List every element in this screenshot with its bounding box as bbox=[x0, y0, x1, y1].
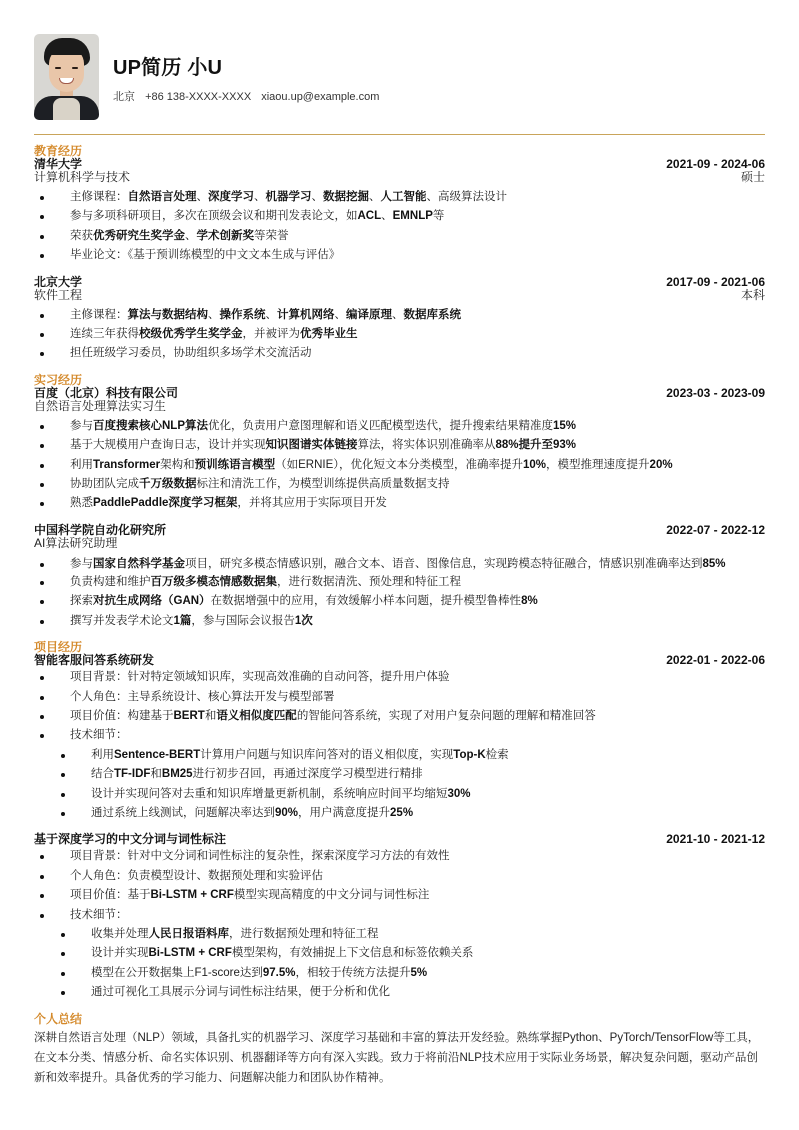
bullet-text: 利用 bbox=[91, 748, 114, 761]
entry-header bbox=[34, 158, 765, 171]
candidate-name: UP简历 小U bbox=[113, 56, 223, 79]
bullet-text: 等 bbox=[432, 210, 445, 223]
bullet-text: 毕业论文：《基于预训练模型的中文文本生成与评估》 bbox=[70, 249, 341, 262]
contact-phone: +86 138-XXXX-XXXX bbox=[145, 90, 252, 103]
bullet-item bbox=[34, 612, 765, 631]
bullet-text-bold: 数据挖掘 bbox=[323, 191, 369, 203]
bullet-text-bold: 数据库系统 bbox=[403, 308, 461, 321]
header-divider bbox=[34, 134, 765, 135]
contact-line bbox=[113, 88, 386, 104]
bullet-text: ，模型推理速度提升 bbox=[546, 458, 650, 471]
bullet-text-bold: 国家自然科学基金 bbox=[93, 557, 185, 570]
bullet-text-bold: 百万级多模态情感数据集 bbox=[150, 575, 277, 588]
bullet-text: 模型实现高精度的中文分词与词性标注 bbox=[233, 889, 430, 902]
project-entry bbox=[34, 833, 765, 1002]
bullet-text: 进行初步召回，再通过深度学习模型进行精排 bbox=[192, 768, 423, 781]
internship-entry bbox=[34, 387, 765, 514]
bullet-text-bold: 人民日报语料库 bbox=[148, 927, 229, 940]
bullet-text-bold: 优秀研究生奖学金 bbox=[93, 229, 185, 242]
bullet-text: 在数据增强中的应用，有效缓解小样本问题，提升模型鲁棒性 bbox=[210, 595, 522, 608]
bullet-text-bold: 操作系统 bbox=[219, 308, 266, 321]
bullet-text-bold: 25% bbox=[390, 806, 414, 819]
bullet-item bbox=[34, 188, 765, 207]
entry-header bbox=[34, 833, 765, 846]
bullet-text: 模型架构，有效捕捉上下文信息和标签依赖关系 bbox=[231, 947, 474, 960]
bullet-text-bold: 对抗生成网络（GAN） bbox=[93, 595, 211, 608]
company-name: 中国科学院自动化研究所 bbox=[34, 522, 167, 537]
bullet-text: 、 bbox=[196, 191, 208, 203]
bullet-text: 、高级算法设计 bbox=[426, 191, 507, 203]
bullet-text: 的智能问答系统，实现了对用户复杂问题的理解和精准回答 bbox=[296, 709, 596, 722]
bullet-text: 、 bbox=[185, 229, 197, 242]
bullet-text: ，用户满意度提升 bbox=[298, 806, 391, 819]
bullet-text: 项目价值：构建基于 bbox=[70, 709, 174, 722]
bullet-text: 检索 bbox=[485, 748, 509, 761]
bullet-text-bold: 人工智能 bbox=[380, 191, 427, 203]
bullet-text: ，进行数据清洗、预处理和特征工程 bbox=[277, 575, 461, 588]
bullet-text: 、 bbox=[381, 210, 393, 223]
bullet-text: 主修课程： bbox=[70, 191, 128, 203]
company-name: 百度（北京）科技有限公司 bbox=[34, 385, 179, 400]
bullet-item bbox=[34, 668, 765, 687]
education-entry bbox=[34, 276, 765, 364]
bullet-item bbox=[34, 246, 765, 265]
bullet-text: 基于大规模用户查询日志，设计并实现 bbox=[70, 439, 266, 452]
bullet-item bbox=[34, 906, 765, 925]
sub-bullet-item bbox=[34, 983, 765, 1002]
job-role: AI算法研究助理 bbox=[34, 535, 118, 550]
bullet-text-bold: 编译原理 bbox=[346, 308, 392, 321]
bullet-item bbox=[34, 726, 765, 745]
bullet-text-bold: Bi-LSTM + CRF bbox=[150, 889, 234, 902]
bullet-text: 、 bbox=[392, 308, 404, 321]
education-entry bbox=[34, 158, 765, 266]
bullet-text: 主修课程： bbox=[70, 308, 128, 321]
date-range: 2021-09 - 2024-06 bbox=[666, 157, 765, 171]
entry-header bbox=[34, 276, 765, 289]
bullet-text: ，并将其应用于实际项目开发 bbox=[237, 497, 387, 510]
bullet-list bbox=[34, 847, 765, 1002]
bullet-text: 和 bbox=[204, 709, 217, 722]
resume-body bbox=[34, 145, 765, 1088]
sub-bullet-item bbox=[34, 785, 765, 804]
bullet-text: 项目背景：针对中文分词和词性标注的复杂性，探索深度学习方法的有效性 bbox=[70, 850, 450, 863]
bullet-text: ，参与国际会议报告 bbox=[191, 614, 295, 627]
bullet-text: 标注和清洗工作，为模型训练提供高质量数据支持 bbox=[196, 478, 450, 491]
project-name: 智能客服问答系统研发 bbox=[34, 653, 155, 668]
bullet-text: 熟悉 bbox=[70, 497, 93, 510]
bullet-text: 协助团队完成 bbox=[70, 478, 139, 491]
bullet-text-bold: 10% bbox=[523, 458, 547, 471]
school-name: 清华大学 bbox=[34, 157, 83, 171]
section-education bbox=[34, 145, 765, 364]
bullet-text-bold: ACL bbox=[357, 210, 382, 223]
bullet-text-bold: EMNLP bbox=[392, 210, 433, 223]
bullet-text-bold: Top-K bbox=[453, 748, 486, 761]
bullet-text: 通过可视化工具展示分词与词性标注结果，便于分析和优化 bbox=[91, 986, 390, 999]
bullet-text: 负责构建和维护 bbox=[70, 575, 151, 588]
bullet-text-bold: TF-IDF bbox=[114, 768, 151, 781]
date-range: 2021-10 - 2021-12 bbox=[666, 832, 765, 847]
contact-email[interactable]: xiaou.up@example.com bbox=[261, 90, 380, 103]
bullet-text-bold: 百度搜索核心NLP算法 bbox=[93, 419, 208, 432]
bullet-text: 设计并实现 bbox=[91, 947, 149, 960]
bullet-text-bold: Transformer bbox=[93, 458, 161, 471]
bullet-text: 连续三年获得 bbox=[70, 328, 139, 341]
bullet-text-bold: 自然语言处理 bbox=[127, 191, 197, 203]
bullet-text-bold: 千万级数据 bbox=[139, 478, 197, 491]
bullet-item bbox=[34, 456, 765, 475]
bullet-list bbox=[34, 188, 765, 266]
section-title: 教育经历 bbox=[34, 144, 83, 158]
sub-bullet-item bbox=[34, 765, 765, 784]
bullet-text: 项目，研究多模态情感识别，融合文本、语音、图像信息，实现跨模态特征融合，情感识别准确率达到 bbox=[185, 557, 703, 570]
bullet-text-bold: 8% bbox=[521, 595, 538, 608]
avatar bbox=[34, 34, 99, 120]
major: 软件工程 bbox=[34, 287, 83, 302]
bullet-item bbox=[34, 306, 765, 325]
internship-entry bbox=[34, 524, 765, 631]
bullet-text-bold: 5% bbox=[410, 966, 428, 979]
sub-bullet-item bbox=[34, 746, 765, 765]
bullet-text: 探索 bbox=[70, 595, 93, 608]
bullet-item bbox=[34, 207, 765, 226]
bullet-text-bold: 90% bbox=[275, 806, 299, 819]
bullet-text: 荣获 bbox=[70, 229, 93, 242]
bullet-text: 担任班级学习委员，协助组织多场学术交流活动 bbox=[70, 347, 312, 360]
bullet-item bbox=[34, 847, 765, 866]
bullet-text: 个人角色：负责模型设计、数据预处理和实验评估 bbox=[70, 869, 323, 882]
bullet-text-bold: 算法与数据结构 bbox=[127, 308, 208, 321]
bullet-item bbox=[34, 592, 765, 611]
section-title: 实习经历 bbox=[34, 372, 83, 387]
bullet-text: 计算用户问题与知识库问答对的语义相似度，实现 bbox=[200, 748, 454, 761]
bullet-text-bold: 预训练语言模型 bbox=[194, 458, 276, 471]
bullet-item bbox=[34, 494, 765, 513]
degree: 硕士 bbox=[740, 170, 765, 184]
bullet-text-bold: 语义相似度匹配 bbox=[216, 709, 297, 722]
bullet-text-bold: 优秀毕业生 bbox=[300, 328, 358, 341]
avatar-eye-shape bbox=[72, 67, 78, 69]
bullet-text: ，相较于传统方法提升 bbox=[295, 966, 411, 979]
bullet-text: 设计并实现问答对去重和知识库增量更新机制，系统响应时间平均缩短 bbox=[91, 787, 448, 800]
bullet-list bbox=[34, 306, 765, 364]
bullet-text-bold: 1篇 bbox=[173, 614, 192, 627]
bullet-text: ，进行数据预处理和特征工程 bbox=[229, 927, 379, 940]
bullet-text: 参与 bbox=[70, 419, 93, 432]
bullet-text: 技术细节： bbox=[70, 729, 128, 742]
sub-bullet-item bbox=[34, 925, 765, 944]
date-range: 2022-07 - 2022-12 bbox=[666, 522, 765, 537]
bullet-item bbox=[34, 475, 765, 494]
date-range: 2023-03 - 2023-09 bbox=[666, 385, 765, 400]
bullet-text: （如ERNIE），优化短文本分类模型，准确率提升 bbox=[275, 458, 524, 471]
entry-subheader bbox=[34, 171, 765, 184]
bullet-text: 算法，将实体识别准确率从 bbox=[357, 439, 496, 452]
bullet-text-bold: 30% bbox=[447, 787, 471, 800]
bullet-text: 优化，负责用户意图理解和语义匹配模型迭代，提升搜索结果精准度 bbox=[208, 419, 553, 432]
bullet-text-bold: 88%提升至93% bbox=[495, 439, 577, 452]
bullet-item bbox=[34, 325, 765, 344]
summary-text: 深耕自然语言处理（NLP）领域，具备扎实的机器学习、深度学习基础和丰富的算法开发经验。熟练掌握Python、PyTorch/TensorFlow等工具，在文本分类、情感分析、命名实体识别、机器翻译等方向有深入实践。致力于将前沿NLP技术应用于实际业务场景，解决复杂问题，驱动产品创新和效率提升。具备优秀的学习能力、问题解决能力和团队协作精神。 bbox=[34, 1031, 760, 1084]
bullet-text-bold: 85% bbox=[702, 557, 726, 570]
bullet-text-bold: 15% bbox=[553, 419, 577, 432]
date-range: 2017-09 - 2021-06 bbox=[666, 274, 765, 289]
bullet-text-bold: BM25 bbox=[161, 768, 193, 781]
bullet-text-bold: 知识图谱实体链接 bbox=[265, 439, 358, 452]
bullet-text: 、 bbox=[369, 191, 381, 203]
avatar-shirt-shape bbox=[53, 98, 80, 120]
bullet-text-bold: BERT bbox=[173, 709, 205, 722]
contact-city: 北京 bbox=[113, 90, 135, 103]
bullet-text-bold: Bi-LSTM + CRF bbox=[148, 947, 232, 960]
header-info bbox=[113, 51, 386, 104]
bullet-item bbox=[34, 707, 765, 726]
bullet-text-bold: 机器学习 bbox=[265, 191, 312, 203]
bullet-item bbox=[34, 344, 765, 363]
bullet-text: 撰写并发表学术论文 bbox=[70, 614, 174, 627]
avatar-fringe-shape bbox=[47, 43, 87, 55]
bullet-text-bold: 校级优秀学生奖学金 bbox=[139, 328, 243, 341]
bullet-text: 利用 bbox=[70, 458, 93, 471]
sub-bullet-item bbox=[34, 804, 765, 823]
bullet-text: 等荣誉 bbox=[254, 229, 289, 242]
project-name: 基于深度学习的中文分词与词性标注 bbox=[34, 832, 227, 847]
section-summary bbox=[34, 1013, 765, 1088]
bullet-text: 个人角色：主导系统设计、核心算法开发与模型部署 bbox=[70, 690, 335, 703]
entry-header bbox=[34, 387, 765, 400]
entry-header bbox=[34, 654, 765, 667]
major: 计算机科学与技术 bbox=[34, 170, 131, 184]
bullet-text-bold: Sentence-BERT bbox=[114, 748, 201, 761]
bullet-text-bold: PaddlePaddle深度学习框架 bbox=[93, 497, 238, 510]
resume-header bbox=[34, 34, 765, 120]
bullet-item bbox=[34, 436, 765, 455]
bullet-text-bold: 计算机网络 bbox=[277, 308, 335, 321]
entry-subheader bbox=[34, 289, 765, 302]
bullet-text: ，并被评为 bbox=[242, 328, 300, 341]
bullet-text: 、 bbox=[311, 191, 323, 203]
bullet-item bbox=[34, 573, 765, 592]
bullet-text: 、 bbox=[254, 191, 266, 203]
bullet-item bbox=[34, 417, 765, 436]
bullet-item bbox=[34, 886, 765, 905]
date-range: 2022-01 - 2022-06 bbox=[666, 653, 765, 668]
bullet-text: 、 bbox=[208, 308, 220, 321]
bullet-text: 项目价值：基于 bbox=[70, 889, 151, 902]
degree: 本科 bbox=[740, 287, 765, 302]
bullet-text-bold: 1次 bbox=[294, 614, 313, 627]
sub-bullet-item bbox=[34, 964, 765, 983]
bullet-text: 参与多项科研项目，多次在顶级会议和期刊发表论文，如 bbox=[70, 210, 358, 223]
bullet-item bbox=[34, 688, 765, 707]
bullet-list bbox=[34, 668, 765, 823]
section-internship bbox=[34, 374, 765, 631]
school-name: 北京大学 bbox=[34, 274, 83, 289]
bullet-text-bold: 深度学习 bbox=[208, 191, 254, 203]
bullet-text-bold: 97.5% bbox=[262, 966, 296, 979]
section-projects bbox=[34, 641, 765, 1003]
bullet-text: 参与 bbox=[70, 557, 93, 570]
entry-header bbox=[34, 524, 765, 537]
bullet-list bbox=[34, 554, 765, 631]
bullet-text: 、 bbox=[265, 308, 277, 321]
bullet-item bbox=[34, 554, 765, 573]
bullet-item bbox=[34, 867, 765, 886]
bullet-text: 项目背景：针对特定领域知识库，实现高效准确的自动问答，提升用户体验 bbox=[70, 671, 450, 684]
bullet-text: 收集并处理 bbox=[91, 927, 149, 940]
bullet-text: 通过系统上线测试，问题解决率达到 bbox=[91, 806, 275, 819]
bullet-text: 架构和 bbox=[160, 458, 195, 471]
bullet-text: 结合 bbox=[91, 768, 114, 781]
sub-bullet-item bbox=[34, 944, 765, 963]
avatar-eye-shape bbox=[55, 67, 61, 69]
bullet-list bbox=[34, 417, 765, 514]
bullet-text: 模型在公开数据集上F1-score达到 bbox=[91, 966, 263, 979]
section-title: 个人总结 bbox=[34, 1011, 83, 1026]
bullet-text: 技术细节： bbox=[70, 908, 128, 921]
bullet-text: 、 bbox=[334, 308, 346, 321]
section-title: 项目经历 bbox=[34, 640, 83, 655]
project-entry bbox=[34, 654, 765, 823]
bullet-text-bold: 学术创新奖 bbox=[196, 229, 254, 242]
bullet-item bbox=[34, 227, 765, 246]
bullet-text: 和 bbox=[150, 768, 162, 781]
bullet-text-bold: 20% bbox=[649, 458, 673, 471]
job-role: 自然语言处理算法实习生 bbox=[34, 398, 167, 413]
